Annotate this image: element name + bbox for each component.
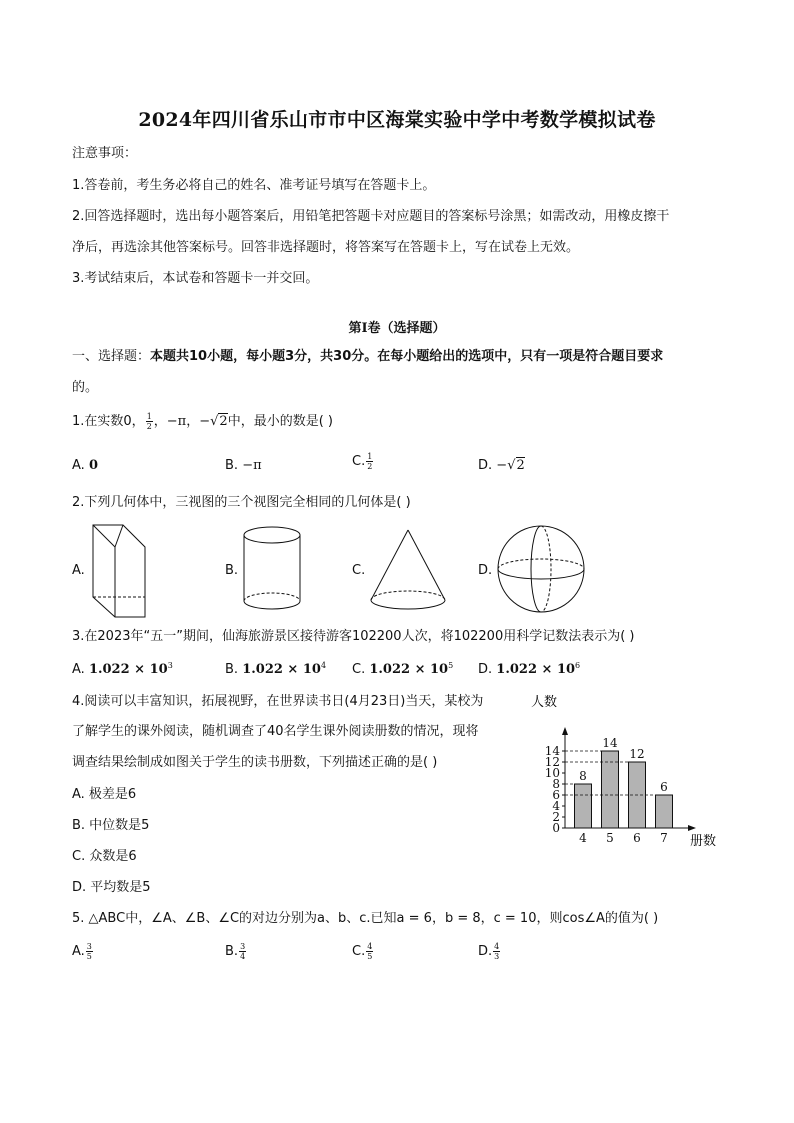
fraction-denominator: 5: [367, 952, 373, 961]
cone-figure: [368, 528, 450, 614]
option-label: A.: [72, 458, 85, 473]
option-fraction: [239, 942, 246, 961]
option-minus: −: [496, 458, 508, 473]
fraction-numerator: 4: [367, 942, 373, 951]
question-3: 3.在2023年“五一”期间，仙海旅游景区接待游客102200人次，将102200用科学记数法表示为( ): [72, 629, 635, 644]
option-mantissa: 1.022 × 10: [242, 662, 321, 677]
bar-value-label: 8: [579, 769, 587, 783]
option-label: D.: [478, 944, 493, 959]
q5-option-b: [225, 942, 247, 961]
q1-prefix: 1.在实数0，: [72, 414, 145, 429]
q4-option-b: B. 中位数是5: [72, 818, 150, 833]
reading-bar-chart: [525, 690, 725, 850]
q4-option-a: A. 极差是6: [72, 787, 137, 802]
option-label: B.: [225, 944, 239, 959]
option-exponent: 5: [448, 661, 454, 670]
y-tick-label: 8: [552, 777, 560, 791]
option-fraction: [366, 452, 373, 471]
x-tick-label: 4: [579, 831, 587, 845]
y-axis-label: 人数: [531, 695, 558, 710]
fraction-denominator: 3: [494, 952, 500, 961]
sqrt-radicand: 2: [516, 458, 525, 473]
part1-header: [72, 348, 663, 366]
q1-option-a: [72, 457, 98, 475]
q1-option-d: [478, 457, 525, 475]
part1-desc: 本题共10小题，每小题3分，共30分。在每小题给出的选项中，只有一项是符合题目要求: [150, 349, 664, 364]
q3-option-d: [478, 661, 580, 679]
option-label: C.: [352, 944, 366, 959]
fraction-denominator: 2: [367, 462, 373, 471]
y-tick-label: 4: [552, 799, 560, 813]
y-tick-label: 10: [544, 766, 560, 780]
option-mantissa: 1.022 × 10: [88, 662, 168, 677]
notice-item: 1.答卷前，考生务必将自己的姓名、准考证号填写在答题卡上。: [72, 178, 436, 193]
question-4-line: 调查结果绘制成如图关于学生的读书册数，下列描述正确的是( ): [72, 755, 438, 770]
exam-title: 2024年四川省乐山市市中区海棠实验中学中考数学模拟试卷: [138, 109, 656, 131]
y-tick-label: 6: [552, 788, 560, 802]
option-label: D.: [478, 662, 493, 677]
bar-value-label: 12: [629, 747, 645, 761]
fraction-numerator: 1: [146, 412, 152, 421]
q1-suffix: 中，最小的数是( ): [227, 414, 333, 429]
option-value: −π: [242, 458, 262, 473]
option-fraction: [86, 942, 93, 961]
fraction-numerator: 3: [86, 942, 92, 951]
y-tick-label: 12: [544, 755, 560, 769]
q3-option-b: [225, 661, 326, 679]
x-tick-label: 6: [633, 831, 641, 845]
y-tick-label: 2: [552, 810, 560, 824]
option-label: C.: [352, 454, 366, 469]
option-exponent: 3: [167, 661, 173, 670]
q1-sqrt: √2: [210, 414, 228, 429]
part1-label: 一、选择题：: [72, 349, 151, 364]
q2-option-d-label: D.: [478, 563, 493, 578]
notice-item: 净后，再选涂其他答案标号。回答非选择题时，将答案写在答题卡上，写在试卷上无效。: [72, 240, 580, 255]
option-fraction: [366, 942, 373, 961]
bar: [575, 784, 592, 828]
bar: [602, 751, 619, 828]
q1-option-c: [352, 452, 374, 471]
q5-option-a: [72, 942, 94, 961]
option-label: A.: [72, 662, 85, 677]
x-tick-label: 5: [606, 831, 614, 845]
q5-option-d: [478, 942, 501, 961]
cylinder-figure: [242, 525, 304, 615]
sphere-figure: [496, 524, 588, 616]
notice-item: 3.考试结束后，本试卷和答题卡一并交回。: [72, 271, 319, 286]
option-label: D.: [478, 458, 493, 473]
option-fraction: [493, 942, 500, 961]
bar-value-label: 6: [660, 780, 668, 794]
fraction-denominator: 5: [86, 952, 92, 961]
q3-option-c: [352, 661, 453, 679]
fraction-denominator: 2: [146, 422, 152, 431]
option-sqrt: √2: [507, 458, 525, 473]
option-exponent: 6: [575, 661, 581, 670]
option-exponent: 4: [320, 661, 327, 670]
option-value: 0: [88, 458, 98, 473]
q2-option-b-label: B.: [225, 563, 239, 578]
option-label: B.: [225, 458, 239, 473]
sqrt-radicand: 2: [219, 414, 228, 429]
option-label: C.: [352, 662, 366, 677]
q4-option-d: D. 平均数是5: [72, 880, 151, 895]
bar-value-label: 14: [602, 736, 618, 750]
x-axis-label: 册数: [690, 834, 717, 849]
q1-fraction: [146, 412, 153, 431]
q2-option-c-label: C.: [352, 563, 366, 578]
fraction-numerator: 1: [367, 452, 373, 461]
option-mantissa: 1.022 × 10: [496, 662, 576, 677]
section-title: 第Ⅰ卷（选择题）: [348, 321, 446, 336]
q1-mid: ，−π，−: [153, 414, 211, 429]
y-tick-label: 14: [544, 744, 560, 758]
q2-option-a-label: A.: [72, 563, 85, 578]
y-axis-arrow: [562, 727, 568, 735]
part1-desc-cont: 的。: [72, 380, 99, 395]
notice-item: 2.回答选择题时，选出每小题答案后，用铅笔把答题卡对应题目的答案标号涂黑；如需改动，用橡皮擦干: [72, 209, 670, 224]
x-tick-label: 7: [660, 831, 668, 845]
option-mantissa: 1.022 × 10: [369, 662, 449, 677]
x-axis-arrow: [688, 825, 696, 831]
fraction-denominator: 4: [240, 952, 246, 961]
q1-option-b: [225, 457, 262, 475]
fraction-numerator: 3: [240, 942, 246, 951]
fraction-numerator: 4: [494, 942, 500, 951]
q3-option-a: [72, 661, 173, 679]
q5-option-c: [352, 942, 374, 961]
question-2: 2.下列几何体中，三视图的三个视图完全相同的几何体是( ): [72, 495, 411, 510]
question-1: [72, 412, 333, 431]
y-tick-label: 0: [552, 821, 560, 835]
question-5: 5. △ABC中，∠A、∠B、∠C的对边分别为a、b、c.已知a = 6，b = 8，c = 10，则cos∠A的值为( ): [72, 911, 659, 926]
option-label: B.: [225, 662, 239, 677]
option-label: A.: [72, 944, 85, 959]
question-4-line: 了解学生的课外阅读，随机调查了40名学生课外阅读册数的情况，现将: [72, 724, 479, 739]
notice-heading: 注意事项：: [72, 146, 138, 161]
question-4-line: 4.阅读可以丰富知识，拓展视野，在世界读书日(4月23日)当天，某校为: [72, 694, 484, 709]
triangular-prism-figure: [85, 522, 160, 622]
q4-option-c: C. 众数是6: [72, 849, 137, 864]
bar: [656, 795, 673, 828]
